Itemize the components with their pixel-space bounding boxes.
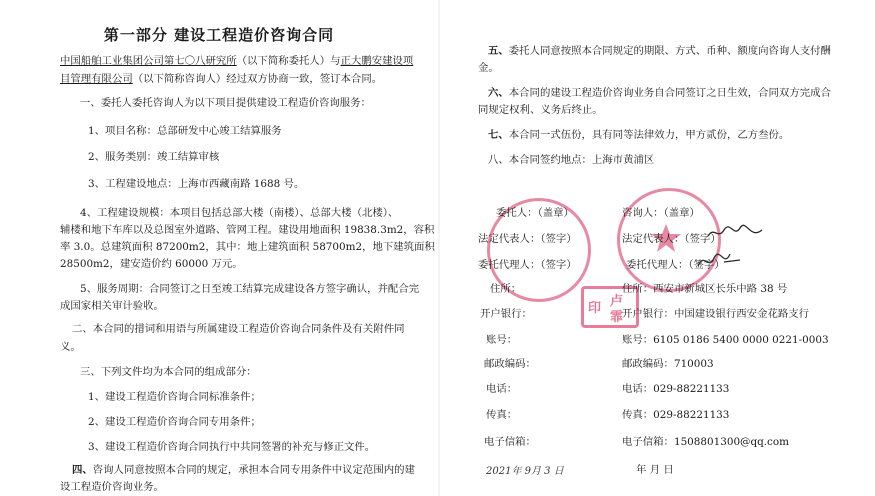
item-scale-line-4: 28500m2，建安造价约 60000 万元。 [60, 258, 243, 270]
section-6-line-1: 六、本合同的建设工程造价咨询业务自合同签订之日生效，合同双方完成合 [488, 87, 831, 99]
legal-rep-signature [706, 222, 766, 244]
section-5-line-2: 金。 [478, 62, 499, 74]
phone-right: 电话：029-88221133 [622, 383, 730, 395]
address-right: 住所：西安市新城区长乐中路 38 号 [622, 283, 788, 295]
section-3-heading: 三、下列文件均为本合同的组成部分： [80, 366, 257, 378]
section-2-line-1: 二、本合同的措词和用语与所属建设工程造价咨询合同条件及有关附件同 [72, 323, 405, 335]
zip-left-label: 邮政编码： [484, 358, 536, 370]
item-scale-line-1: 4、工程建设规模：本项目包括总部大楼（南楼）、总部大楼（北楼）、 [80, 207, 399, 219]
agent-left-label: 委托代理人：（签字） [478, 259, 577, 271]
consultant-name-part1: 正大鹏安建设项 [340, 55, 414, 67]
entrustor-name: 中国船舶工业集团公司第七〇八研究所 [60, 55, 237, 67]
date-left-handwritten: 2021年 9月 3 日 [486, 466, 564, 477]
phone-left-label: 电话： [486, 383, 518, 395]
item-period-line-2: 成国家相关审计验收。 [60, 300, 164, 312]
item-scale-line-2: 辅楼和地下车库以及总图室外道路、管网工程。建设用地面积 19838.3m2，容积 [60, 224, 435, 236]
agent-right-label: 委托代理人：（签字） [626, 259, 725, 271]
email-right: 电子信箱：1508801300@qq.com [622, 436, 789, 448]
doc-item-3: 3、建设工程造价咨询合同执行中共同签署的补充与修正文件。 [88, 441, 376, 453]
personal-seal-stamp: 卢 霏 印 [581, 286, 639, 328]
account-left-label: 账号： [486, 334, 518, 346]
date-right: 年 月 日 [636, 464, 674, 476]
email-left-label: 电子信箱： [484, 436, 536, 448]
section-8: 八、本合同签约地点：上海市黄浦区 [488, 154, 655, 166]
bank-left-label: 开户银行： [480, 308, 532, 320]
zip-right: 邮政编码：710003 [622, 358, 714, 370]
item-project-name: 1、项目名称：总部研发中心竣工结算服务 [88, 125, 282, 137]
consultant-seal-label: 咨询人：（盖章） [622, 207, 700, 219]
section-1-heading: 一、委托人委托咨询人为以下项目提供建设工程造价咨询服务： [80, 97, 371, 109]
section-7: 七、本合同一式伍份，具有同等法律效力，甲方贰份，乙方叁份。 [488, 129, 790, 141]
intro-line-2: 目管理有限公司（以下简称咨询人）经过双方协商一致，签订本合同。 [60, 73, 383, 85]
item-service-type: 2、服务类别：竣工结算审核 [88, 151, 220, 163]
contract-title: 第一部分 建设工程造价咨询合同 [103, 26, 335, 44]
section-2-line-2: 义。 [60, 341, 81, 353]
item-location: 3、工程建设地点：上海市西藏南路 1688 号。 [88, 178, 305, 190]
legal-rep-right-label: 法定代表人：（签字） [622, 233, 721, 245]
section-4-line-1: 四、咨询人同意按照本合同的规定，承担本合同专用条件中议定范围内的建 [72, 464, 415, 476]
bank-right: 开户银行：中国建设银行西安金花路支行 [622, 308, 810, 320]
fax-right: 传真：029-88221133 [622, 409, 730, 421]
item-scale-line-3: 率 3.0。总建筑面积 87200m2，其中：地上建筑面积 58700m2，地下建筑面积 [60, 241, 435, 253]
intro-line-1: 中国船舶工业集团公司第七〇八研究所（以下简称委托人）与正大鹏安建设项 [60, 55, 414, 67]
agent-signature [694, 248, 744, 274]
doc-item-2: 2、建设工程造价咨询合同专用条件； [88, 416, 261, 428]
section-4-line-2: 设工程造价咨询业务。 [60, 481, 164, 493]
entrustor-seal-label: 委托人：（盖章） [496, 207, 574, 219]
consultant-name-part2: 目管理有限公司 [60, 73, 133, 85]
address-left-label: 住所： [490, 283, 522, 295]
item-period-line-1: 5、服务周期：合同签订之日至竣工结算完成建设各方签字确认，并配合完 [80, 283, 420, 295]
doc-item-1: 1、建设工程造价咨询合同标准条件； [88, 391, 261, 403]
section-6-line-2: 同规定权利、义务后终止。 [478, 104, 603, 116]
section-5-line-1: 五、委托人同意按照本合同规定的期限、方式、币种、额度向咨询人支付酬 [488, 45, 831, 57]
legal-rep-left-label: 法定代表人：（签字） [478, 233, 577, 245]
fax-left-label: 传真： [486, 409, 518, 421]
account-right: 账号：6105 0186 5400 0000 0221-0003 [622, 334, 829, 346]
